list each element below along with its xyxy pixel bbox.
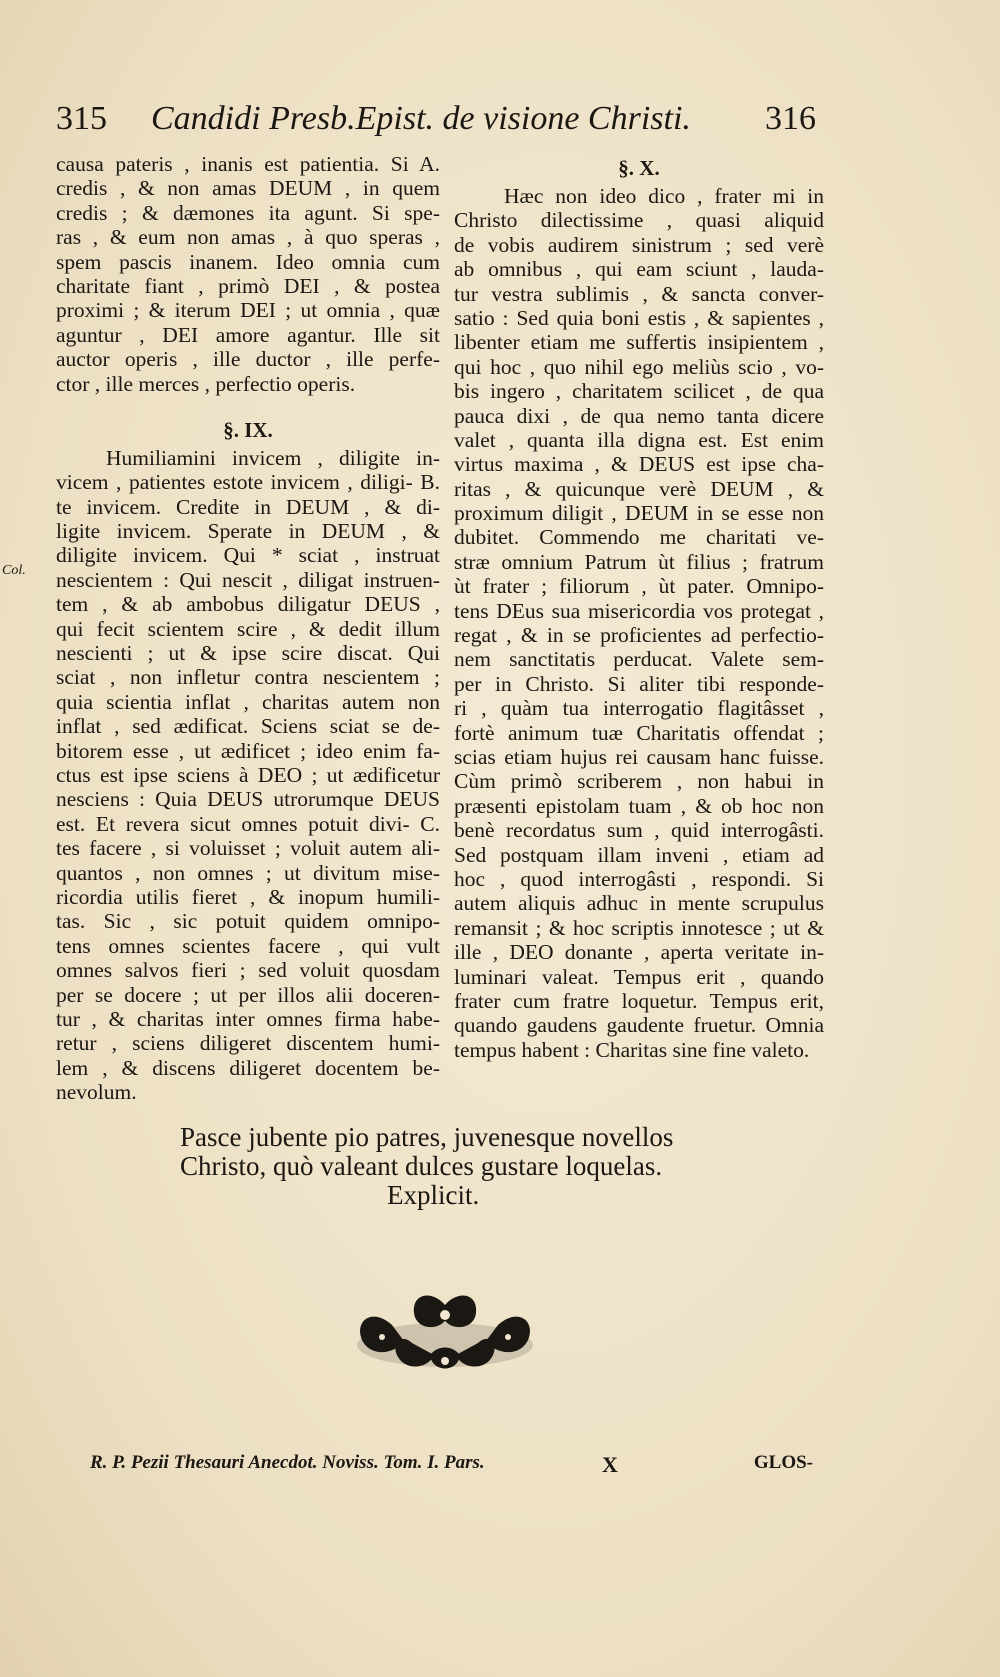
text-line: satio : Sed quia boni estis , & sapientes , xyxy=(454,305,824,330)
verse-line-2: Christo, quò valeant dulces gustare loquelas. xyxy=(180,1151,663,1181)
text-line: quia scientia inflat , charitas autem non xyxy=(56,689,440,714)
text-line: ras , & eum non amas , à quo speras , xyxy=(56,225,440,250)
signature-line: R. P. Pezii Thesauri Anecdot. Noviss. Tom. I. Pars. xyxy=(90,1452,485,1473)
left-column-text-b xyxy=(56,446,440,1105)
text-line: ligite invicem. Sperate in DEUM , & xyxy=(56,519,440,544)
text-line: est. Et revera sicut omnes potuit divi- C. xyxy=(56,811,440,836)
text-line: ri , quàm tua interrogatio flagitâsset , xyxy=(454,696,824,721)
text-line: ille , DEO donante , aperta veritate in- xyxy=(454,940,824,965)
margin-note: Col. xyxy=(2,563,26,578)
text-line: tes facere , si voluisset ; voluit autem ali- xyxy=(56,836,440,861)
verse-line-1: Pasce jubente pio patres, juvenesque novellos xyxy=(180,1122,674,1152)
text-line: nescienti ; ut & ipse scire discat. Qui xyxy=(56,641,440,666)
text-line: qui fecit scientem scire , & dedit illum xyxy=(56,616,440,641)
text-line: Cùm primò scriberem , non habui in xyxy=(454,769,824,794)
text-line: nescientem : Qui nescit , diligat instruen- xyxy=(56,567,440,592)
section-heading-ix: §. IX. xyxy=(223,417,273,442)
text-line: ricordia utilis fieret , & inopum humili- xyxy=(56,884,440,909)
text-line: fortè animum tuæ Charitatis offendat ; xyxy=(454,720,824,745)
floral-tailpiece-icon xyxy=(352,1285,538,1377)
text-line: causa pateris , inanis est patientia. Si A. xyxy=(56,152,440,176)
text-line: retur , sciens diligeret discentem humi- xyxy=(56,1031,440,1056)
text-line: bis ingero , charitatem scilicet , de qua xyxy=(454,379,824,404)
explicit-label: Explicit. xyxy=(387,1180,480,1210)
signature-mark: X xyxy=(602,1452,618,1477)
text-line: diligite invicem. Qui * sciat , instruat xyxy=(56,543,440,568)
text-line: tas. Sic , sic potuit quidem omnipo- xyxy=(56,909,440,934)
text-line: tempus habent : Charitas sine fine valeto. xyxy=(454,1037,810,1062)
right-column xyxy=(454,152,824,1062)
text-line: præsenti epistolam tuam , & ob hoc non xyxy=(454,793,824,818)
text-line: sciat , non infletur contra nescientem ; xyxy=(56,665,440,690)
text-line: credis , & non amas DEUM , in quem xyxy=(56,176,440,201)
text-line: auctor operis , ille ductor , ille perfe- xyxy=(56,347,440,372)
text-line: ùt frater ; filiorum , ùt pater. Omnipo- xyxy=(454,574,824,599)
text-line: nevolum. xyxy=(56,1080,137,1105)
page-number-left: 315 xyxy=(56,100,107,137)
text-line: libenter etiam me suffertis insipientem , xyxy=(454,330,824,355)
text-line: ritas , & quicunque verè DEUM , & xyxy=(454,476,824,501)
text-line: vicem , patientes estote invicem , diligi- B. xyxy=(56,470,440,495)
text-line: Sed postquam illam inveni , etiam ad xyxy=(454,842,824,867)
text-line: dubitet. Commendo me charitati ve- xyxy=(454,525,824,550)
running-header xyxy=(56,100,816,144)
text-line: te invicem. Credite in DEUM , & di- xyxy=(56,494,440,519)
text-line: Humiliamini invicem , diligite in- xyxy=(106,445,440,470)
page-footer xyxy=(90,1452,813,1482)
text-line: omnes salvos fieri ; sed voluit quosdam xyxy=(56,958,440,983)
text-line: luminari valeat. Tempus erit , quando xyxy=(454,964,824,989)
text-line: credis ; & dæmones ita agunt. Si spe- xyxy=(56,200,440,225)
text-line: scias etiam hujus rei causam hanc fuisse. xyxy=(454,744,824,769)
text-line: ctus est ipse sciens à DEO ; ut ædificetur xyxy=(56,762,440,787)
text-line: tens omnes scientes facere , qui vult xyxy=(56,933,440,958)
page-number-right: 316 xyxy=(765,100,816,137)
section-heading-x: §. X. xyxy=(618,156,660,180)
text-line: proximi ; & iterum DEI ; ut omnia , quæ xyxy=(56,298,440,323)
running-title: Candidi Presb.Epist. de visione Christi. xyxy=(151,100,691,137)
text-line: benè recordatus sum , quid interrogâsti. xyxy=(454,818,824,843)
closing-verse xyxy=(180,1123,720,1210)
text-line: stræ omnium Patrum ùt filius ; fratrum xyxy=(454,549,824,574)
text-line: per in Christo. Si aliter tibi responde- xyxy=(454,671,824,696)
text-line: aguntur , DEI amore agantur. Ille sit xyxy=(56,322,440,347)
text-line: per se docere ; ut per illos alii doceren- xyxy=(56,982,440,1007)
text-line: nesciens : Quia DEUS utrorumque DEUS xyxy=(56,787,440,812)
text-line: quantos , non omnes ; ut divitum mise- xyxy=(56,860,440,885)
text-line: autem aliquis adhuc in mente scrupulus xyxy=(454,891,824,916)
text-line: qui hoc , quo nihil ego meliùs scio , vo- xyxy=(454,354,824,379)
text-line: hoc , quod interrogâsti , respondi. Si xyxy=(454,866,824,891)
text-line: Christo dilectissime , quasi aliquid xyxy=(454,208,824,233)
right-column-text xyxy=(454,184,824,1062)
text-line: quando gaudens gaudente fruetur. Omnia xyxy=(454,1013,824,1038)
text-line: proximum diligit , DEUM in se esse non xyxy=(454,501,824,526)
text-line: tur vestra sublimis , & sancta conver- xyxy=(454,281,824,306)
text-line: spem pascis inanem. Ideo omnia cum xyxy=(56,249,440,274)
text-line: charitate fiant , primò DEI , & postea xyxy=(56,273,440,298)
text-line: valet , quanta illa digna est. Est enim xyxy=(454,427,824,452)
text-line: nem sanctitatis perducat. Valete sem- xyxy=(454,647,824,672)
text-line: de vobis audirem sinistrum ; sed verè xyxy=(454,232,824,257)
text-line: ab omnibus , qui eam sciunt , lauda- xyxy=(454,257,824,282)
text-line: lem , & discens diligeret docentem be- xyxy=(56,1055,440,1080)
text-line: virtus maxima , & DEUS est ipse cha- xyxy=(454,452,824,477)
text-line: tur , & charitas inter omnes firma habe- xyxy=(56,1006,440,1031)
left-column xyxy=(56,152,440,1104)
text-line: tens DEus sua misericordia vos protegat , xyxy=(454,598,824,623)
text-line: frater cum fratre loquetur. Tempus erit, xyxy=(454,988,824,1013)
text-line: bitorem esse , ut ædificet ; ideo enim fa- xyxy=(56,738,440,763)
catchword: GLOS- xyxy=(753,1452,813,1473)
text-line: regat , & in se proficientes ad perfectio- xyxy=(454,623,824,648)
text-line: tem , & ab ambobus diligatur DEUS , xyxy=(56,592,440,617)
left-column-text-a xyxy=(56,152,440,396)
text-line: remansit ; & hoc scriptis innotesce ; ut & xyxy=(454,915,824,940)
text-line: pauca dixi , de qua nemo tanta dicere xyxy=(454,403,824,428)
text-line: inflat , sed ædificat. Sciens sciat se de- xyxy=(56,714,440,739)
text-line: Hæc non ideo dico , frater mi in xyxy=(504,184,824,208)
text-line: ctor , ille merces , perfectio operis. xyxy=(56,371,356,396)
